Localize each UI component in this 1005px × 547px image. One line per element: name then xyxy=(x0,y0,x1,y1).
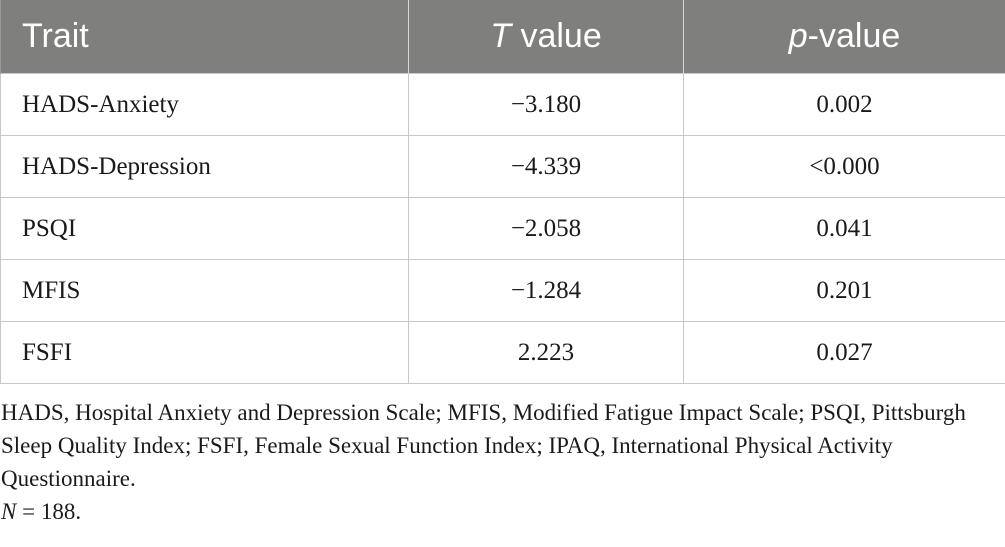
header-p-symbol: p xyxy=(788,17,808,55)
footnote-sample-size xyxy=(1,495,1001,528)
p-value-cell: 0.041 xyxy=(684,198,1005,260)
t-value-cell: −4.339 xyxy=(409,136,684,198)
header-t-label: value xyxy=(511,17,602,55)
table-row xyxy=(1,260,1005,322)
table-row xyxy=(1,322,1005,384)
p-value-cell: 0.201 xyxy=(684,260,1005,322)
table-body xyxy=(1,74,1005,384)
p-value-cell: 0.002 xyxy=(684,74,1005,136)
p-value-cell: 0.027 xyxy=(684,322,1005,384)
header-p-value xyxy=(684,0,1005,74)
t-value-cell: −1.284 xyxy=(409,260,684,322)
table-row xyxy=(1,74,1005,136)
sample-size-symbol: N xyxy=(1,499,17,524)
table-footnote xyxy=(1,396,1001,528)
p-value-cell: <0.000 xyxy=(684,136,1005,198)
table-row xyxy=(1,136,1005,198)
t-value-cell: −2.058 xyxy=(409,198,684,260)
header-trait: Trait xyxy=(1,0,409,74)
table-row xyxy=(1,198,1005,260)
trait-cell: HADS-Depression xyxy=(1,136,409,198)
table-header xyxy=(1,0,1005,74)
trait-cell: PSQI xyxy=(1,198,409,260)
t-value-cell: −3.180 xyxy=(409,74,684,136)
t-value-cell: 2.223 xyxy=(409,322,684,384)
sample-size-value: = 188. xyxy=(16,499,82,524)
trait-cell: FSFI xyxy=(1,322,409,384)
header-p-label: -value xyxy=(807,17,901,55)
header-t-symbol: T xyxy=(490,17,512,55)
trait-cell: HADS-Anxiety xyxy=(1,74,409,136)
header-t-value xyxy=(409,0,684,74)
trait-cell: MFIS xyxy=(1,260,409,322)
header-row xyxy=(1,0,1005,74)
footnote-abbreviations: HADS, Hospital Anxiety and Depression Scale; MFIS, Modified Fatigue Impact Scale; PSQI, Pittsburgh Sleep Quality Index; FSFI, Female Sexual Function Index; IPAQ, International Physical Activity Questionnaire. xyxy=(1,400,966,491)
